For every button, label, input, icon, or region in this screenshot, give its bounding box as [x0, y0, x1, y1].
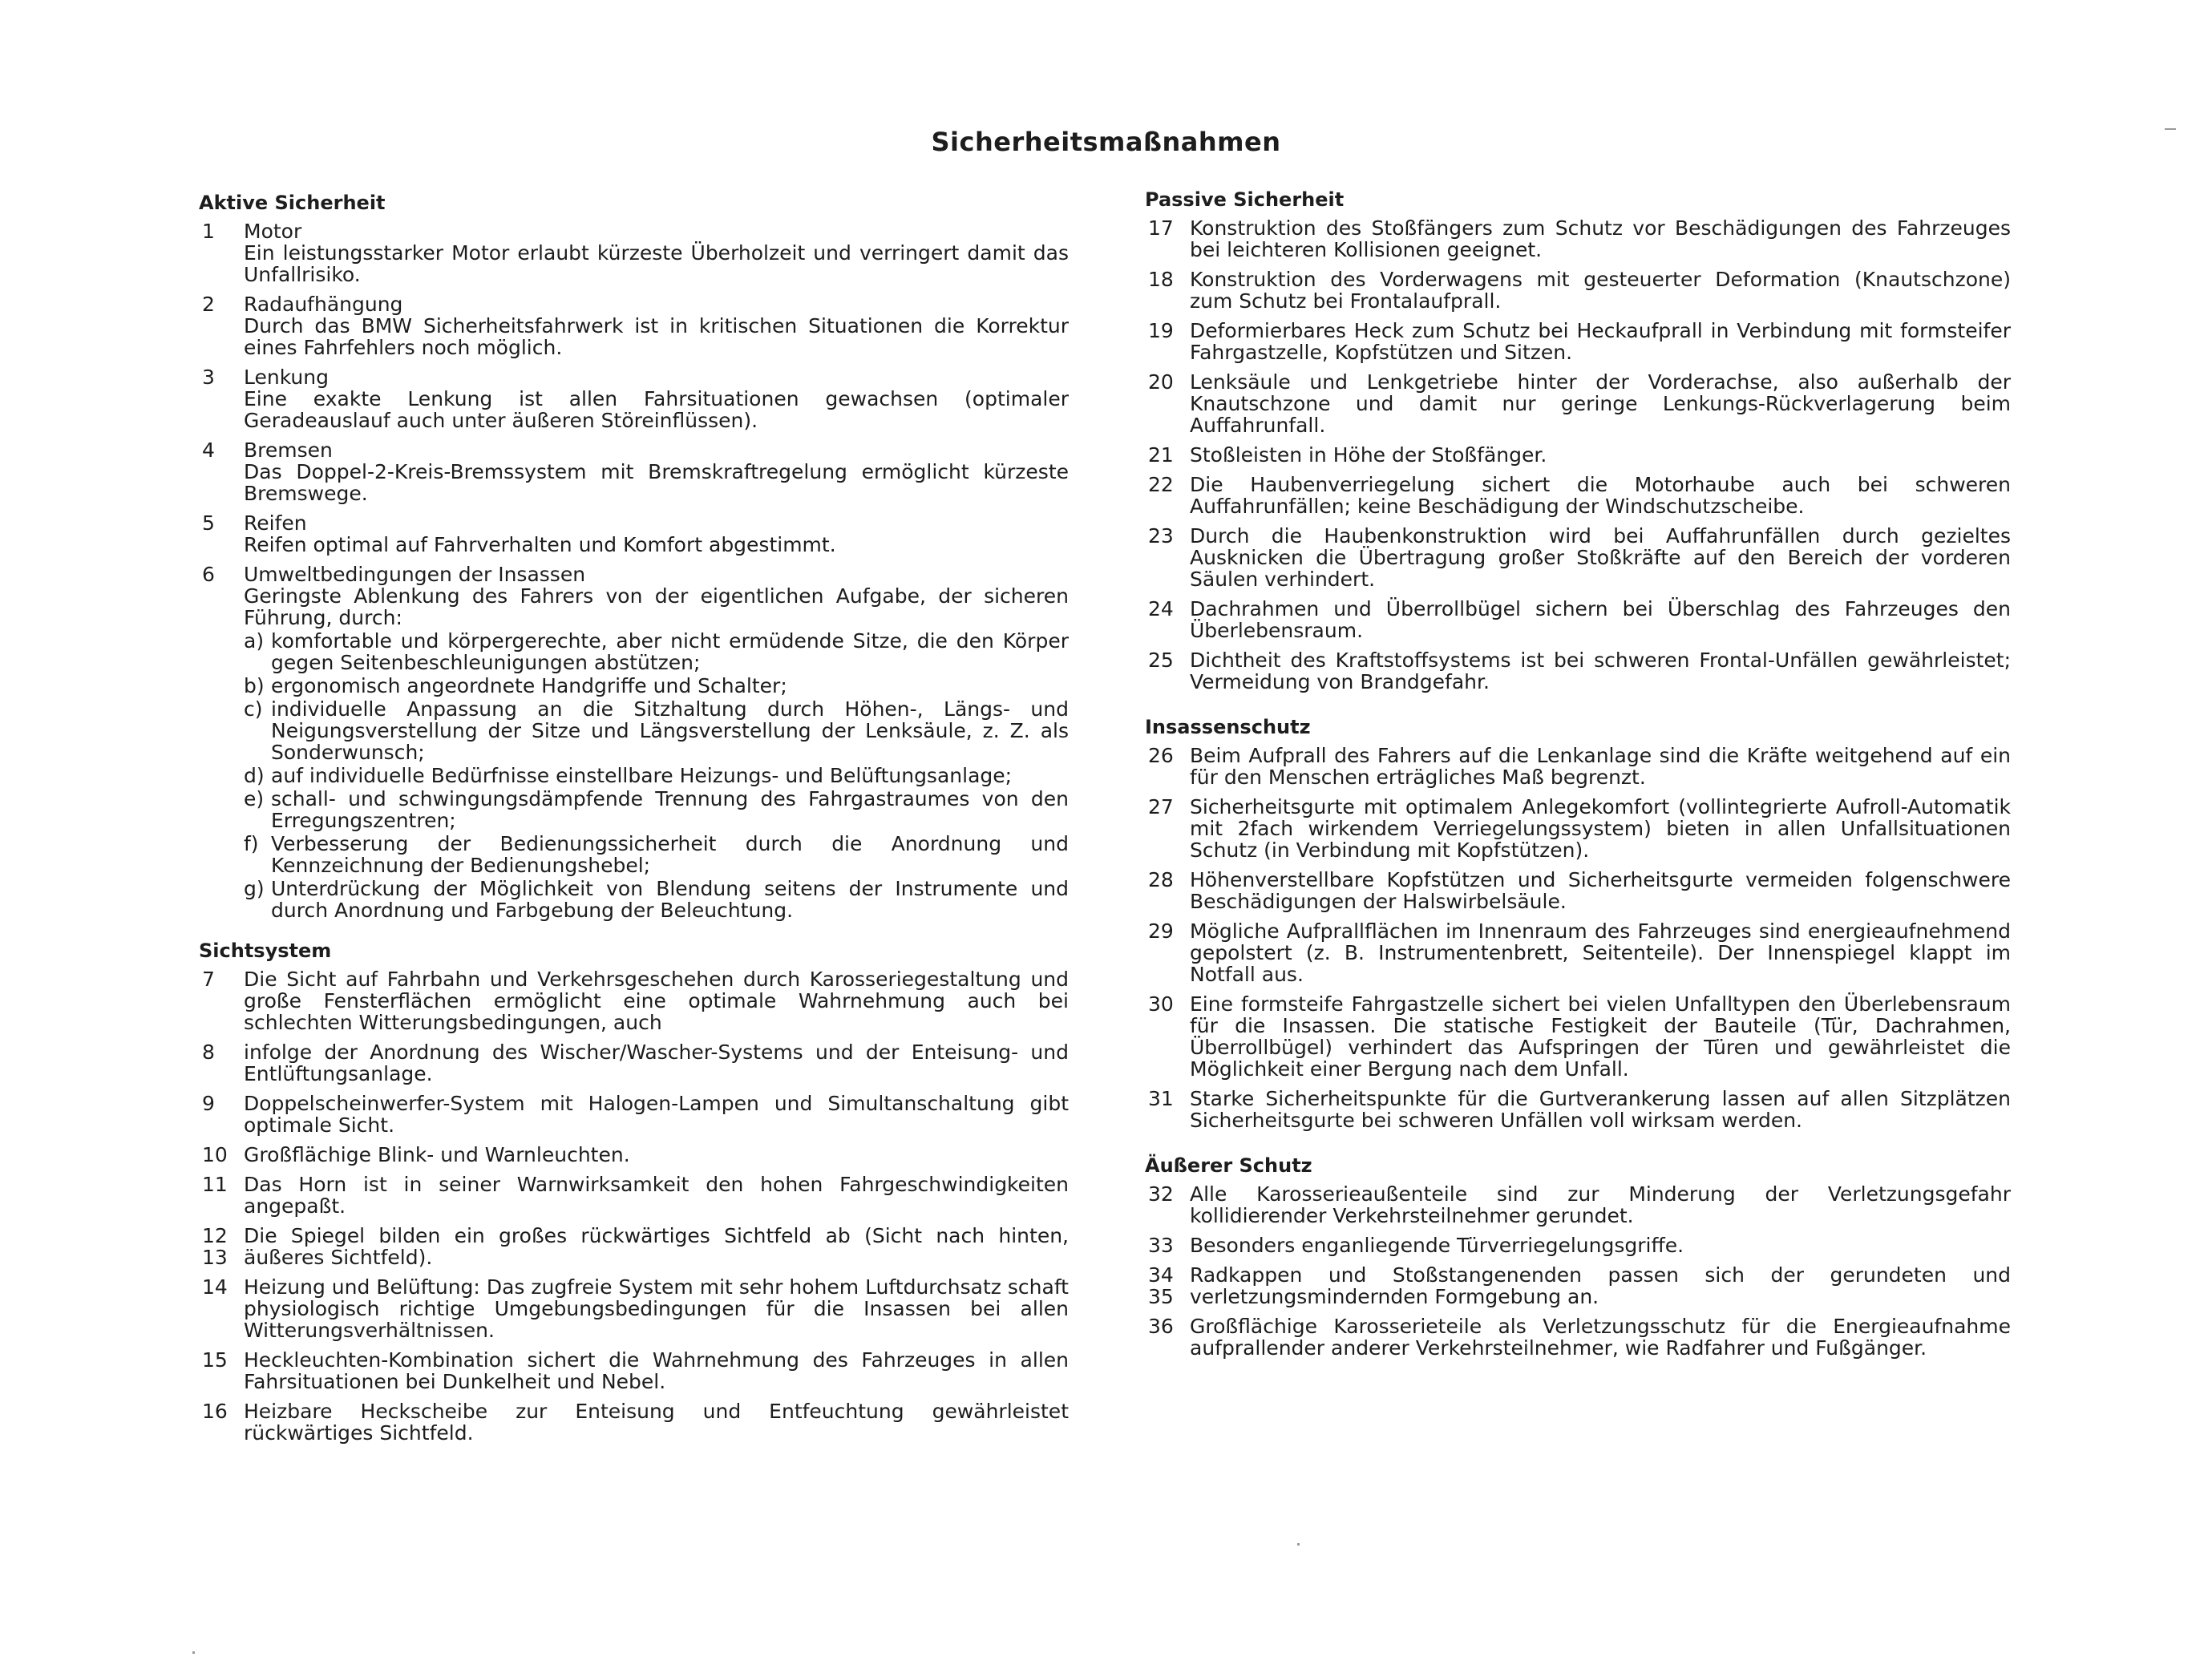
sub-item-letter: a)	[244, 629, 265, 653]
list-item	[199, 1093, 1069, 1136]
section-insassenschutz	[1145, 717, 2011, 1131]
item-text: Durch die Haubenkonstruktion wird bei Auffahrunfällen durch gezieltes Ausknicken die Übertragung großer Stoßkräfte auf den Bereich der vorderen Säulen verhindert.	[1190, 524, 2011, 591]
sub-item	[244, 765, 1069, 786]
item-number: 10	[202, 1143, 228, 1166]
item-text: Durch das BMW Sicherheitsfahrwerk ist in kritischen Situationen die Korrektur eines Fahrfehlers noch möglich.	[244, 314, 1069, 359]
list-item	[199, 1225, 1069, 1268]
item-list	[1145, 745, 2011, 1131]
list-item	[199, 1174, 1069, 1217]
item-text: Deformierbares Heck zum Schutz bei Heckaufprall in Verbindung mit formsteifer Fahrgastzelle, Kopfstützen und Sitzen.	[1190, 319, 2011, 364]
list-item	[1145, 598, 2011, 641]
item-body	[1190, 1088, 2011, 1131]
item-number: 1	[202, 220, 215, 243]
item-number: 34 35	[1148, 1263, 1174, 1308]
item-number: 6	[202, 563, 215, 586]
item-heading: Bremsen	[244, 438, 333, 462]
list-item	[1145, 217, 2011, 261]
sub-item	[244, 833, 1069, 876]
item-body	[1190, 869, 2011, 912]
item-text: Großflächige Karosserieteile als Verletzungsschutz für die Energieaufnahme aufprallender anderer Verkehrsteilnehmer, wie Radfahrer und Fußgänger.	[1190, 1315, 2011, 1360]
item-number: 21	[1148, 443, 1174, 467]
item-text: Eine formsteife Fahrgastzelle sichert bei vielen Unfalltypen den Überlebensraum für die Insassen. Die statische Festigkeit der Bauteile (Tür, Dachrahmen, Überrollbügel) verhindert das Aufspringen der Türen und gewährleistet die Möglichkeit einer Bergung nach dem Unfall.	[1190, 992, 2011, 1081]
item-list	[1145, 1183, 2011, 1359]
list-item	[1145, 474, 2011, 517]
section-heading: Sichtsystem	[199, 940, 332, 962]
item-body	[244, 1225, 1069, 1268]
section-passive-sicherheit	[1145, 189, 2011, 693]
item-text: Mögliche Aufprallflächen im Innenraum des Fahrzeuges sind energieaufnehmend gepolstert (z. B. Instrumentenbrett, Seitenteile). Der Innenspiegel klappt im Notfall aus.	[1190, 919, 2011, 986]
sub-item-letter: f)	[244, 832, 259, 855]
item-body	[1190, 796, 2011, 861]
list-item	[199, 220, 1069, 285]
item-heading: Umweltbedingungen der Insassen	[244, 563, 586, 586]
item-number: 2	[202, 293, 215, 316]
scan-speck	[192, 1651, 195, 1654]
list-item	[1145, 320, 2011, 363]
item-number: 19	[1148, 319, 1174, 342]
item-body	[1190, 474, 2011, 517]
item-body	[244, 293, 1069, 358]
item-body	[244, 512, 1069, 556]
item-list	[1145, 217, 2011, 693]
item-text: Eine exakte Lenkung ist allen Fahrsituationen gewachsen (optimaler Geradeauslauf auch unter äußeren Störeinflüssen).	[244, 387, 1069, 432]
item-text: Sicherheitsgurte mit optimalem Anlegekomfort (vollintegrierte Aufroll-Automatik mit 2fach wirkendem Verriegelungssystem) bieten in allen Unfallsituationen Schutz (in Verbindung mit Kopfstützen).	[1190, 795, 2011, 862]
item-body	[244, 564, 1069, 921]
list-item	[199, 439, 1069, 504]
item-number: 29	[1148, 919, 1174, 943]
item-text: infolge der Anordnung des Wischer/Wascher-Systems und der Enteisung- und Entlüftungsanlage.	[244, 1041, 1069, 1085]
page-title: Sicherheitsmaßnahmen	[931, 127, 1281, 157]
list-item	[1145, 1264, 2011, 1307]
item-list	[199, 220, 1069, 556]
list-item	[1145, 993, 2011, 1080]
item-text: Beim Aufprall des Fahrers auf die Lenkanlage sind die Kräfte weitgehend auf ein für den Menschen erträgliches Maß begrenzt.	[1190, 744, 2011, 789]
item-text: Geringste Ablenkung des Fahrers von der eigentlichen Aufgabe, der sicheren Führung, durch:	[244, 584, 1069, 629]
item-number: 20	[1148, 370, 1174, 394]
item-number: 26	[1148, 744, 1174, 767]
scan-speck	[2165, 128, 2176, 130]
sub-item-text: schall- und schwingungsdämpfende Trennung des Fahrgastraumes von den Erregungszentren;	[271, 787, 1069, 832]
item-body	[1190, 745, 2011, 788]
item-number: 30	[1148, 992, 1174, 1016]
sub-item-letter: b)	[244, 674, 265, 697]
list-item	[1145, 920, 2011, 985]
list-item	[199, 1144, 1069, 1166]
sub-item	[244, 878, 1069, 921]
sub-item	[244, 630, 1069, 673]
item-body	[244, 968, 1069, 1033]
item-body	[244, 1093, 1069, 1136]
sub-item-text: Unterdrückung der Möglichkeit von Blendung seitens der Instrumente und durch Anordnung und Farbgebung der Beleuchtung.	[271, 877, 1069, 922]
list-item	[1145, 745, 2011, 788]
item-text: Konstruktion des Stoßfängers zum Schutz vor Beschädigungen des Fahrzeuges bei leichteren Kollisionen geeignet.	[1190, 216, 2011, 261]
section-aktive-sicherheit	[199, 192, 1069, 921]
section-ausserer-schutz	[1145, 1155, 2011, 1359]
item-body	[1190, 993, 2011, 1080]
item-body	[1190, 525, 2011, 590]
sub-item	[244, 675, 1069, 697]
item-text: Stoßleisten in Höhe der Stoßfänger.	[1190, 443, 1547, 467]
item-text: Die Haubenverriegelung sichert die Motorhaube auch bei schweren Auffahrunfällen; keine Beschädigung der Windschutzscheibe.	[1190, 473, 2011, 518]
list-item	[199, 293, 1069, 358]
sub-item-text: auf individuelle Bedürfnisse einstellbare Heizungs- und Belüftungsanlage;	[271, 764, 1013, 787]
sub-item-text: ergonomisch angeordnete Handgriffe und Schalter;	[271, 674, 787, 697]
item-body	[244, 1349, 1069, 1392]
item-heading: Reifen	[244, 511, 307, 535]
item-body	[1190, 920, 2011, 985]
item-number: 31	[1148, 1087, 1174, 1110]
item-body	[244, 1400, 1069, 1444]
item-body	[244, 1041, 1069, 1085]
list-item	[1145, 1315, 2011, 1359]
item-text: Lenksäule und Lenkgetriebe hinter der Vorderachse, also außerhalb der Knautschzone und damit nur geringe Lenkungs-Rückverlagerung beim Auffahrunfall.	[1190, 370, 2011, 437]
list-item	[199, 512, 1069, 556]
item-body	[244, 1174, 1069, 1217]
left-column	[199, 192, 1069, 1463]
item-text: Das Doppel-2-Kreis-Bremssystem mit Bremskraftregelung ermöglicht kürzeste Bremswege.	[244, 460, 1069, 505]
item-text: Höhenverstellbare Kopfstützen und Sicherheitsgurte vermeiden folgenschwere Beschädigungen der Halswirbelsäule.	[1190, 868, 2011, 913]
item-body	[1190, 217, 2011, 261]
sub-item-letter: d)	[244, 764, 265, 787]
item-number: 8	[202, 1041, 215, 1064]
item-number: 36	[1148, 1315, 1174, 1338]
section-heading: Insassenschutz	[1145, 716, 1311, 738]
item-text: Die Spiegel bilden ein großes rückwärtiges Sichtfeld ab (Sicht nach hinten, äußeres Sichtfeld).	[244, 1224, 1069, 1269]
scan-speck	[1297, 1543, 1300, 1546]
item-text: Ein leistungsstarker Motor erlaubt kürzeste Überholzeit und verringert damit das Unfallrisiko.	[244, 241, 1069, 286]
item-number: 9	[202, 1092, 215, 1115]
item-body	[1190, 320, 2011, 363]
sub-item-text: Verbesserung der Bedienungssicherheit durch die Anordnung und Kennzeichnung der Bedienungshebel;	[271, 832, 1069, 877]
item-number: 4	[202, 438, 215, 462]
item-number: 7	[202, 968, 215, 991]
item-number: 12 13	[202, 1224, 228, 1269]
item-text: Konstruktion des Vorderwagens mit gesteuerter Deformation (Knautschzone) zum Schutz bei Frontalaufprall.	[1190, 268, 2011, 313]
item-number: 15	[202, 1348, 228, 1372]
item-text: Großflächige Blink- und Warnleuchten.	[244, 1143, 630, 1166]
item-text: Heckleuchten-Kombination sichert die Wahrnehmung des Fahrzeuges in allen Fahrsituationen bei Dunkelheit und Nebel.	[244, 1348, 1069, 1393]
item-text: Dachrahmen und Überrollbügel sichern bei Überschlag des Fahrzeuges den Überlebensraum.	[1190, 597, 2011, 642]
list-item	[199, 1276, 1069, 1341]
item-body	[1190, 1183, 2011, 1226]
sub-item-text: komfortable und körpergerechte, aber nicht ermüdende Sitze, die den Körper gegen Seitenbeschleunigungen abstützen;	[271, 629, 1069, 674]
item-number: 24	[1148, 597, 1174, 620]
item-text: Die Sicht auf Fahrbahn und Verkehrsgeschehen durch Karosseriegestaltung und große Fensterflächen ermöglicht eine optimale Wahrnehmung auch bei schlechten Witterungsbedingungen, auch	[244, 968, 1069, 1034]
list-item	[199, 1400, 1069, 1444]
list-item	[1145, 1183, 2011, 1226]
item-number: 11	[202, 1173, 228, 1196]
list-item	[1145, 1088, 2011, 1131]
item-number: 25	[1148, 649, 1174, 672]
item-body	[1190, 1235, 2011, 1256]
item-text: Dichtheit des Kraftstoffsystems ist bei schweren Frontal-Unfällen gewährleistet; Vermeidung von Brandgefahr.	[1190, 649, 2011, 693]
item-body	[244, 1144, 1069, 1166]
list-item	[1145, 269, 2011, 312]
sub-list	[244, 630, 1069, 921]
list-item	[199, 968, 1069, 1033]
item-text: Alle Karosserieaußenteile sind zur Minderung der Verletzungsgefahr kollidierender Verkehrsteilnehmer gerundet.	[1190, 1182, 2011, 1227]
item-body	[1190, 1315, 2011, 1359]
item-text: Das Horn ist in seiner Warnwirksamkeit den hohen Fahrgeschwindigkeiten angepaßt.	[244, 1173, 1069, 1218]
item-heading: Radaufhängung	[244, 293, 403, 316]
section-sichtsystem	[199, 940, 1069, 1444]
item-number: 17	[1148, 216, 1174, 240]
item-number: 5	[202, 511, 215, 535]
item-number: 18	[1148, 268, 1174, 291]
item-number: 33	[1148, 1234, 1174, 1257]
list-item	[199, 366, 1069, 431]
item-body	[1190, 269, 2011, 312]
item-body	[244, 366, 1069, 431]
sub-item	[244, 698, 1069, 763]
section-heading: Aktive Sicherheit	[199, 192, 386, 214]
item-body	[244, 1276, 1069, 1341]
item-number: 3	[202, 366, 215, 389]
item-text: Starke Sicherheitspunkte für die Gurtverankerung lassen auf allen Sitzplätzen Sicherheitsgurte bei schweren Unfällen voll wirksam werden.	[1190, 1087, 2011, 1132]
item-text: Heizbare Heckscheibe zur Enteisung und Entfeuchtung gewährleistet rückwärtiges Sichtfeld.	[244, 1400, 1069, 1445]
item-body	[244, 220, 1069, 285]
section-heading: Passive Sicherheit	[1145, 188, 1345, 211]
item-text: Besonders enganliegende Türverriegelungsgriffe.	[1190, 1234, 1684, 1257]
item-body	[1190, 1264, 2011, 1307]
item-number: 27	[1148, 795, 1174, 818]
sub-item-letter: g)	[244, 877, 265, 900]
item-body	[1190, 371, 2011, 436]
sub-item-text: individuelle Anpassung an die Sitzhaltung durch Höhen-, Längs- und Neigungsverstellung der Sitze und Längsverstellung der Lenksäule, z. Z. als Sonderwunsch;	[271, 697, 1069, 764]
item-heading: Motor	[244, 220, 302, 243]
list-item	[1145, 1235, 2011, 1256]
item-text: Reifen optimal auf Fahrverhalten und Komfort abgestimmt.	[244, 533, 836, 556]
item-heading: Lenkung	[244, 366, 329, 389]
item-list	[199, 968, 1069, 1444]
item-number: 14	[202, 1275, 228, 1299]
list-item	[1145, 796, 2011, 861]
list-item	[1145, 649, 2011, 693]
item-number: 22	[1148, 473, 1174, 496]
right-column	[1145, 189, 2011, 1378]
sub-item	[244, 788, 1069, 831]
item-body	[1190, 649, 2011, 693]
item-text: Doppelscheinwerfer-System mit Halogen-Lampen und Simultanschaltung gibt optimale Sicht.	[244, 1092, 1069, 1137]
item-number: 16	[202, 1400, 228, 1423]
list-item	[1145, 371, 2011, 436]
item-text: Radkappen und Stoßstangenenden passen sich der gerundeten und verletzungsmindernden Formgebung an.	[1190, 1263, 2011, 1308]
item-body	[244, 439, 1069, 504]
item-number: 23	[1148, 524, 1174, 548]
list-item	[199, 1041, 1069, 1085]
list-item	[1145, 869, 2011, 912]
item-body	[1190, 444, 2011, 466]
list-item	[1145, 444, 2011, 466]
list-item	[1145, 525, 2011, 590]
item-text: Heizung und Belüftung: Das zugfreie System mit sehr hohem Luftdurchsatz schaft physiologisch richtige Umgebungsbedingungen für die Insassen bei allen Witterungsverhältnissen.	[244, 1275, 1069, 1342]
list-item	[199, 1349, 1069, 1392]
sub-item-letter: c)	[244, 697, 263, 721]
item-number: 28	[1148, 868, 1174, 891]
item-number: 32	[1148, 1182, 1174, 1206]
item-body	[1190, 598, 2011, 641]
section-heading: Äußerer Schutz	[1145, 1154, 1312, 1177]
list-item-6	[199, 564, 1069, 921]
sub-item-letter: e)	[244, 787, 265, 810]
